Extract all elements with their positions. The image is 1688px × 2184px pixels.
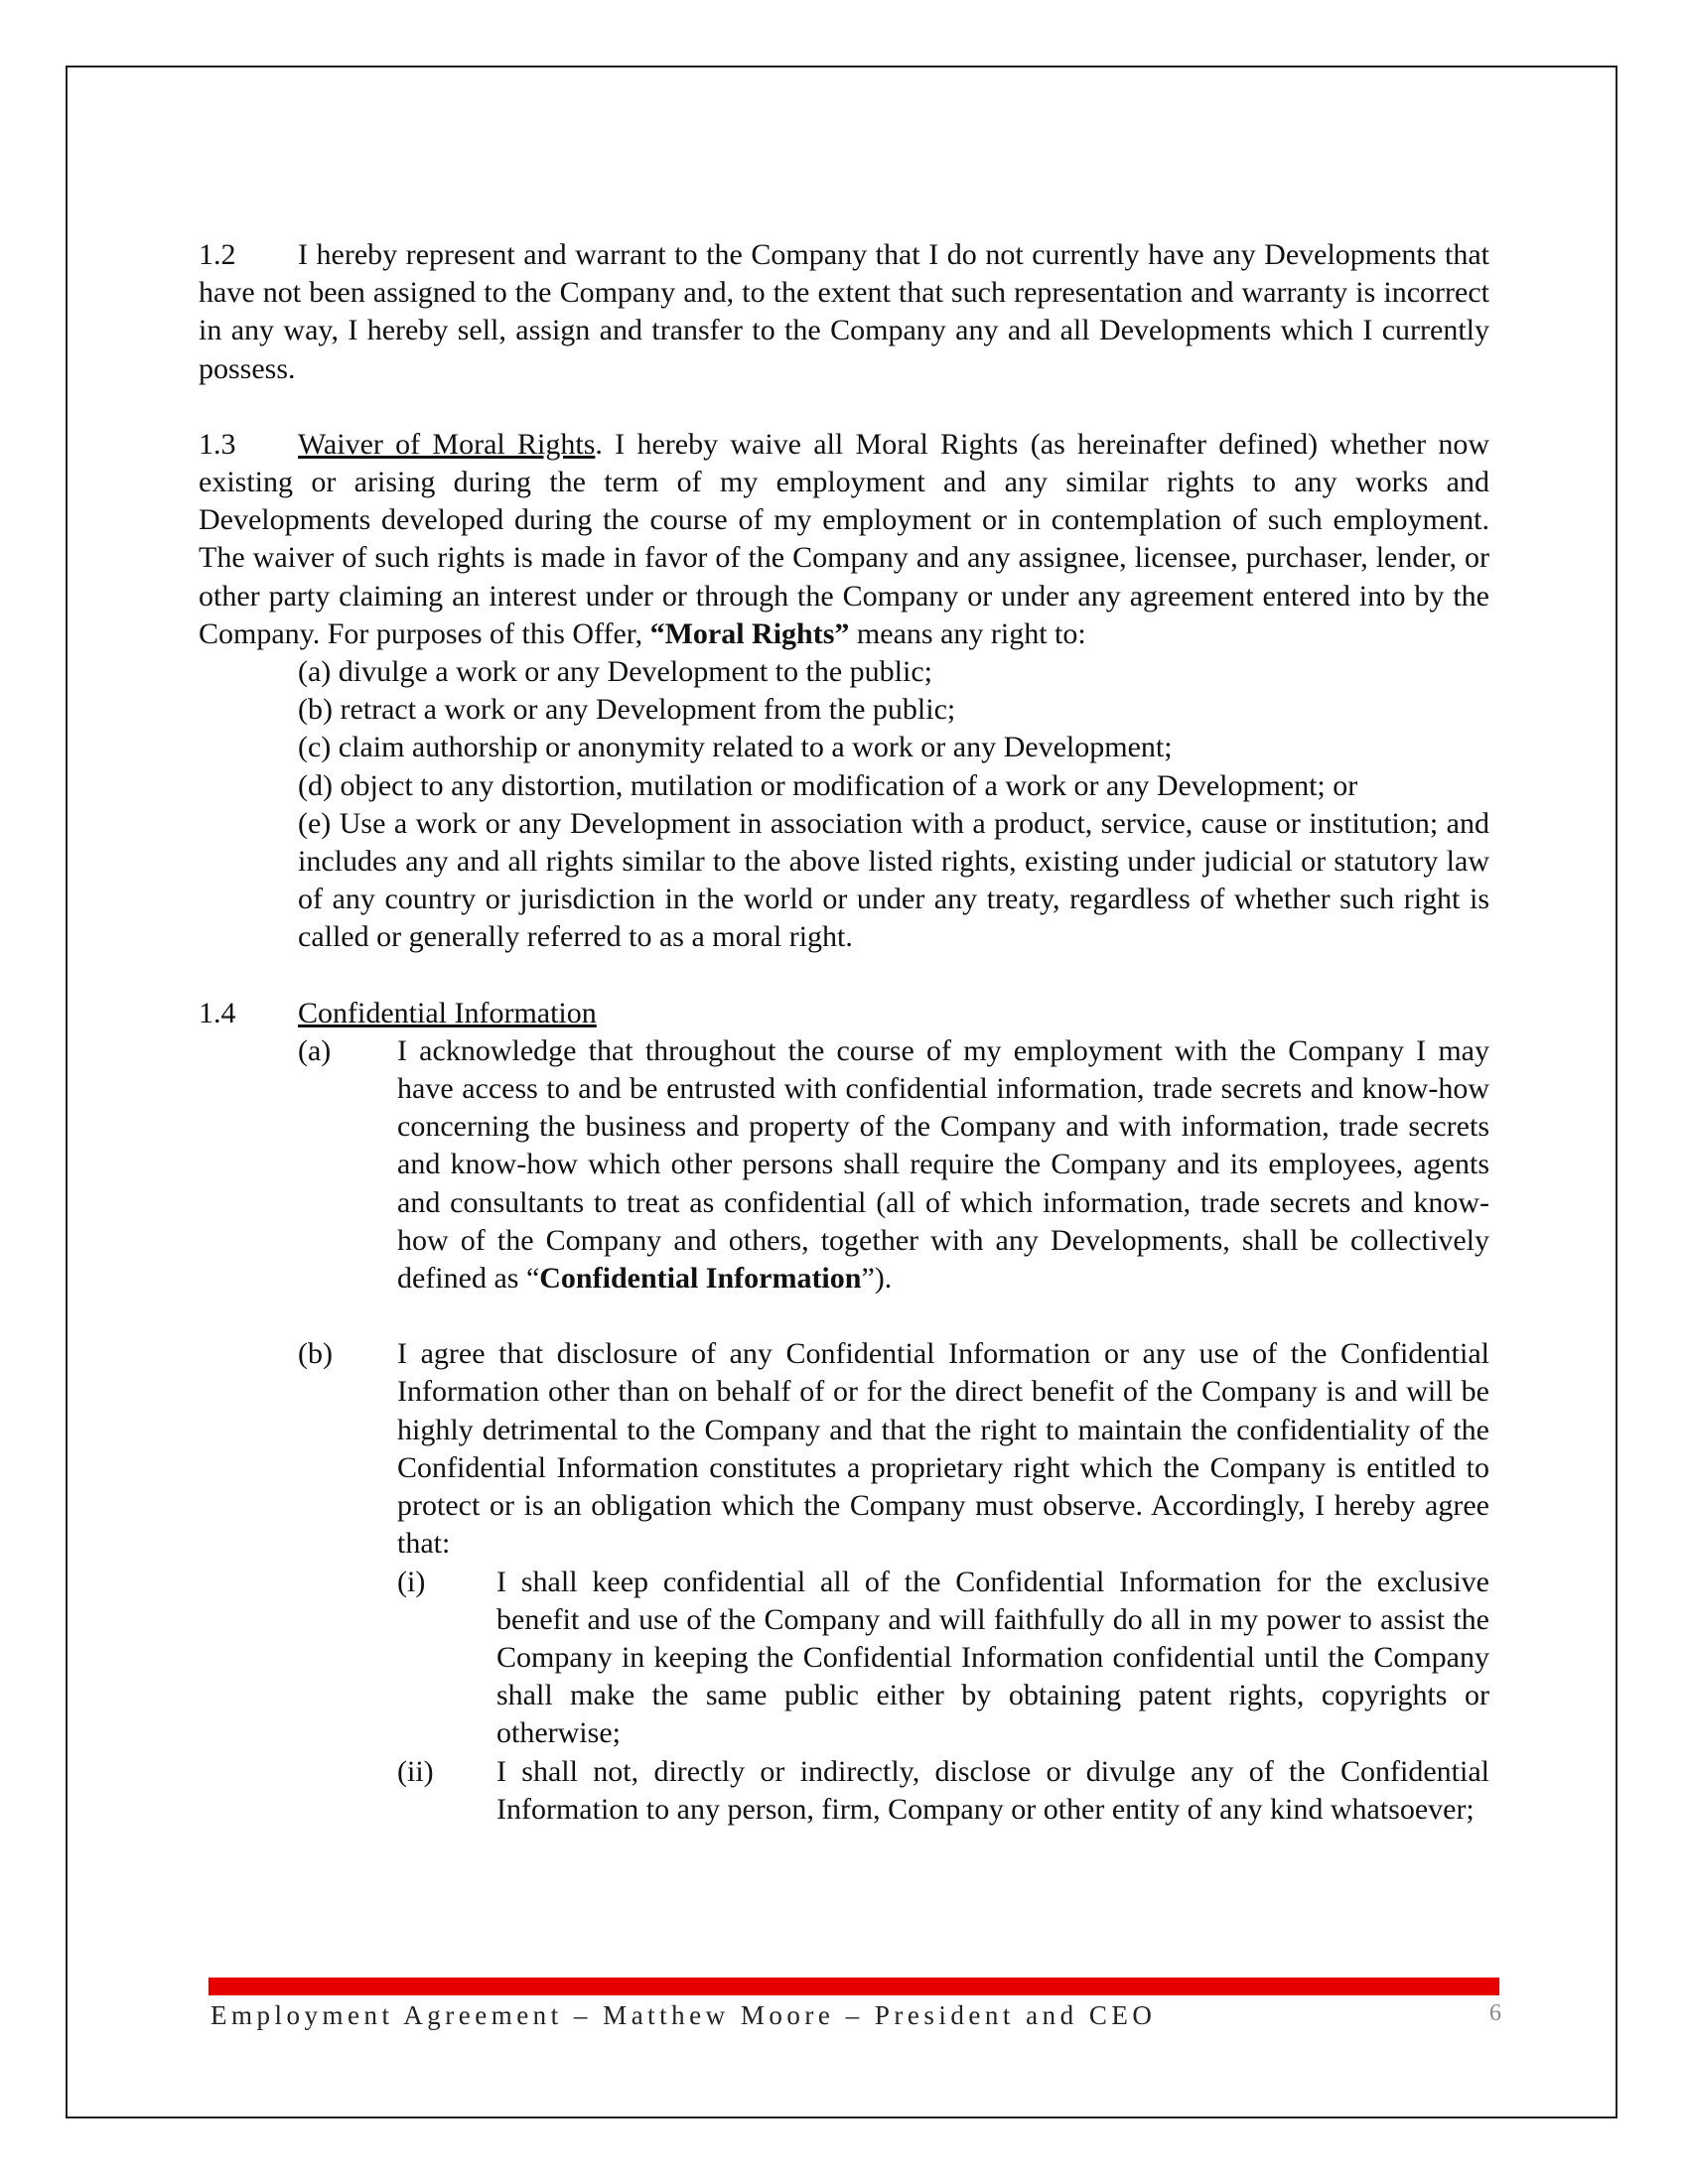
confidential-info-list: [298, 1032, 1489, 1829]
section-number: 1.2: [199, 238, 236, 271]
clause-a: [298, 1032, 1489, 1297]
section-text: means any right to:: [849, 616, 1086, 650]
list-item: (a) divulge a work or any Development to the public;: [298, 655, 932, 689]
document-body: [199, 236, 1489, 1829]
section-1-3: [199, 426, 1489, 653]
clause-text-end: ”).: [861, 1262, 893, 1296]
section-heading: Confidential Information: [298, 996, 597, 1029]
clause-text: I agree that disclosure of any Confidential Information or any use of the Confidential Information other than on behalf of or for the direct benefit of the Company is and will be highly detrimental to the Company and that the right to maintain the confidentiality of the Confidential Information constitutes a proprietary right which the Company is entitled to protect or is an obligation which the Company must observe. Accordingly, I hereby agree that:: [397, 1337, 1489, 1561]
clause-label: (a): [298, 1033, 332, 1067]
section-1-4: [199, 995, 1489, 1032]
list-item: (c) claim authorship or anonymity related to a work or any Development;: [298, 731, 1173, 764]
section-heading: Waiver of Moral Rights: [298, 427, 596, 461]
defined-term: Confidential Information: [539, 1262, 862, 1296]
defined-term: “Moral Rights”: [649, 616, 850, 650]
list-item: (e) Use a work or any Development in association with a product, service, cause or institution; and includes any and all rights similar to the above listed rights, existing under judicial or statutory law of any country or jurisdiction in the world or under any treaty, regardless of whether such right is called or generally referred to as a moral right.: [298, 806, 1489, 954]
list-item: (d) object to any distortion, mutilation or modification of a work or any Development; or: [298, 768, 1358, 802]
clause-b: [298, 1335, 1489, 1829]
sub-clause-i: [397, 1564, 1489, 1753]
page-number: 6: [1489, 2000, 1501, 2026]
sub-clause-ii: [397, 1753, 1489, 1829]
sub-clause-text: I shall keep confidential all of the Confidential Information for the exclusive benefit and use of the Company and will faithfully do all in my power to assist the Company in keeping the Confidential Information confidential until the Company shall make the same public either by obtaining patent rights, copyrights or otherwise;: [496, 1565, 1489, 1750]
section-text: . I hereby waive all Moral Rights (as hereinafter defined) whether now existing or arising during the term of my employment and any similar rights to any works and Developments developed during the course of my employment or in contemplation of such employment. The waiver of such rights is made in favor of the Company and any assignee, licensee, purchaser, lender, or other party claiming an interest under or through the Company or under any agreement entered into by the Company. For purposes of this Offer,: [199, 427, 1490, 650]
section-number: 1.4: [199, 996, 236, 1029]
section-text: I hereby represent and warrant to the Company that I do not currently have any Developments that have not been assigned to the Company and, to the extent that such representation and warranty is incorrect in any way, I hereby sell, assign and transfer to the Company any and all Developments which I currently possess.: [199, 238, 1489, 385]
list-item: (b) retract a work or any Development from the public;: [298, 693, 956, 727]
moral-rights-list: [298, 653, 1489, 957]
footer-title: Employment Agreement – Matthew Moore – President and CEO: [211, 2000, 1157, 2030]
section-number: 1.3: [199, 427, 236, 461]
sub-clause-label: (ii): [397, 1754, 434, 1788]
section-1-2: [199, 236, 1489, 388]
clause-text: I acknowledge that throughout the course of my employment with the Company I may have access to and be entrusted with confidential information, trade secrets and know-how concerning the business and property of the Company and with information, trade secrets and know-how which other persons shall require the Company and its employees, agents and consultants to treat as confidential (all of which information, trade secrets and know-how of the Company and others, together with any Developments, shall be collectively defined as “: [397, 1033, 1489, 1296]
clause-label: (b): [298, 1337, 333, 1371]
sub-clause-text: I shall not, directly or indirectly, disclose or divulge any of the Confidential Information to any person, firm, Company or other entity of any kind whatsoever;: [496, 1754, 1489, 1826]
footer: [211, 2000, 1501, 2040]
footer-red-bar: [209, 1978, 1499, 1995]
sub-clause-label: (i): [397, 1565, 426, 1598]
